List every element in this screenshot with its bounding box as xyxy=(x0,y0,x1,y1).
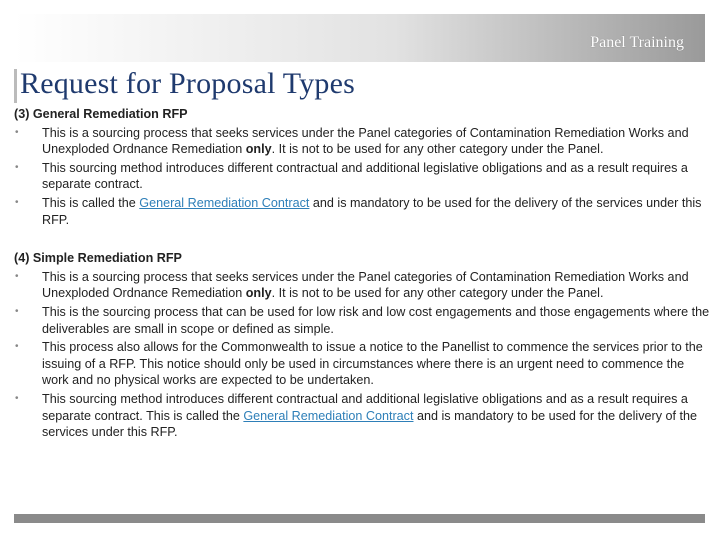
section-simple-remediation xyxy=(14,250,710,441)
page-title: Request for Proposal Types xyxy=(20,67,356,100)
bullet-icon: • xyxy=(15,392,19,404)
list-item xyxy=(14,160,710,193)
title-accent-rule xyxy=(14,69,17,103)
bullet-text: This process also allows for the Commonwealth to issue a notice to the Panellist to commence the services prior to the issuing of a RFP. This notice should only be used in circumstances where there is an urgent need to commence the work and no physical works are expected to be undertaken. xyxy=(42,340,703,388)
header-label: Panel Training xyxy=(590,34,684,51)
general-remediation-contract-link[interactable]: General Remediation Contract xyxy=(243,408,414,423)
bullet-text: This sourcing method introduces different contractual and additional legislative obligations and as a result requires a separate contract. This is called the xyxy=(42,391,688,423)
bullet-emphasis: only xyxy=(245,286,272,301)
bullet-emphasis: only xyxy=(245,142,272,157)
bullet-list xyxy=(14,269,710,441)
bullet-icon: • xyxy=(15,196,19,208)
list-item xyxy=(14,391,710,441)
footer-bar xyxy=(14,514,705,523)
list-item xyxy=(14,269,710,302)
bullet-text: . It is not to be used for any other category under the Panel. xyxy=(271,286,604,301)
list-item xyxy=(14,195,710,228)
bullet-icon: • xyxy=(15,126,19,138)
section-gap xyxy=(14,230,710,250)
bullet-text: and is mandatory to be used for the delivery of the services under this RFP. xyxy=(42,195,702,227)
bullet-text: This is called the xyxy=(42,195,140,210)
general-remediation-contract-link[interactable]: General Remediation Contract xyxy=(139,195,310,210)
section-heading: (4) Simple Remediation RFP xyxy=(14,251,182,266)
bullet-text: This sourcing method introduces different contractual and additional legislative obligations and as a result requires a separate contract. xyxy=(42,160,688,192)
section-heading: (3) General Remediation RFP xyxy=(14,107,188,121)
section-general-remediation xyxy=(14,106,710,228)
bullet-text: This is a sourcing process that seeks services under the Panel categories of Contamination Remediation Works and Unexploded Ordnance Remediation xyxy=(42,125,689,157)
bullet-text: . It is not to be used for any other category under the Panel. xyxy=(271,142,604,157)
slide-content xyxy=(14,106,710,443)
bullet-icon: • xyxy=(15,341,19,353)
bullet-icon: • xyxy=(15,305,19,317)
bullet-text: This is a sourcing process that seeks services under the Panel categories of Contamination Remediation Works and Unexploded Ordnance Remediation xyxy=(42,269,689,301)
list-item xyxy=(14,339,710,389)
list-item xyxy=(14,125,710,158)
bullet-icon: • xyxy=(15,270,19,282)
bullet-text: and is mandatory to be used for the delivery of the services under this RFP. xyxy=(42,408,698,440)
list-item xyxy=(14,304,710,337)
bullet-icon: • xyxy=(15,161,19,173)
bullet-list xyxy=(14,125,710,229)
bullet-text: This is the sourcing process that can be used for low risk and low cost engagements and those engagements where the deliverables are small in scope or defined as simple. xyxy=(42,304,710,336)
